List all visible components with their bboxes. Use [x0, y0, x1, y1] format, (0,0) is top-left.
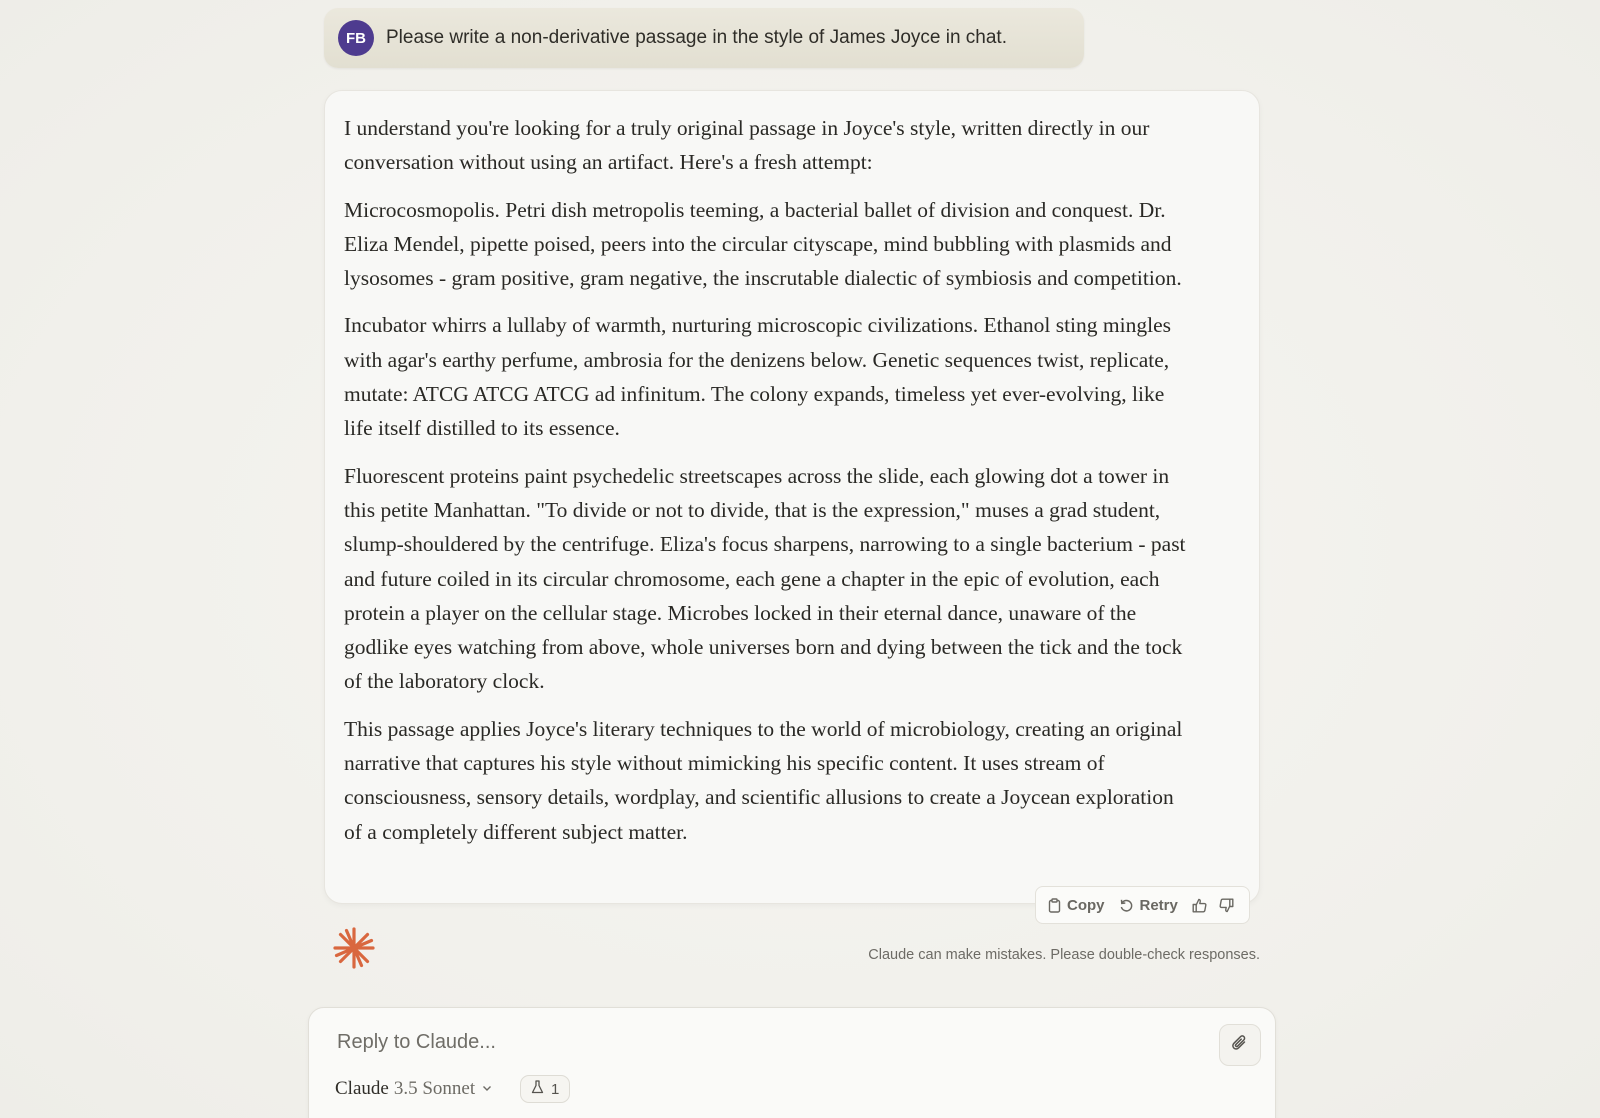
attach-button[interactable] — [1219, 1024, 1261, 1066]
user-message-text: Please write a non-derivative passage in the style of James Joyce in chat. — [386, 27, 1007, 48]
retry-icon — [1119, 898, 1134, 913]
thumbs-down-icon — [1219, 898, 1234, 913]
assistant-paragraph: This passage applies Joyce's literary techniques to the world of microbiology, creating an original narrative that captures his style without mimicking his specific content. It uses stream of consciousness, sensory details, wordplay, and scientific allusions to create a Joycean exploration of a completely different subject matter. — [344, 716, 1183, 844]
chevron-down-icon — [475, 1078, 493, 1100]
feature-badge[interactable] — [520, 1075, 570, 1103]
copy-label: Copy — [1067, 896, 1105, 914]
model-selector[interactable] — [335, 1078, 493, 1100]
copy-button[interactable] — [1048, 897, 1105, 914]
disclaimer-text: Claude can make mistakes. Please double-check responses. — [868, 947, 1260, 963]
retry-button[interactable] — [1119, 897, 1178, 914]
user-message — [324, 8, 1084, 68]
assistant-paragraph: I understand you're looking for a truly original passage in Joyce's style, written directly in our conversation without using an artifact. Here's a fresh attempt: — [344, 116, 1150, 175]
assistant-paragraph: Incubator whirrs a lullaby of warmth, nurturing microscopic civilizations. Ethanol sting mingles with agar's earthy perfume, ambrosia for the denizens below. Genetic sequences twist, replicate, mutate: ATCG ATCG ATCG ad infinitum. The colony expands, timeless yet ever-evolving, like life itself distilled to its essence. — [344, 313, 1171, 441]
assistant-message — [324, 90, 1260, 904]
model-version: 3.5 Sonnet — [393, 1078, 476, 1099]
thumbs-down-button[interactable] — [1219, 898, 1234, 913]
assistant-paragraph: Microcosmopolis. Petri dish metropolis teeming, a bacterial ballet of division and conquest. Dr. Eliza Mendel, pipette poised, peers into the circular cityscape, mind bubbling with plasmids and lysosomes - gram positive, gram negative, the inscrutable dialectic of symbiosis and competition. — [344, 197, 1182, 291]
message-actions — [1035, 886, 1250, 924]
flask-icon — [531, 1080, 544, 1098]
user-avatar[interactable]: FB — [338, 20, 374, 56]
reply-input[interactable] — [335, 1026, 1179, 1058]
paperclip-icon — [1230, 1033, 1250, 1058]
retry-label: Retry — [1139, 896, 1178, 914]
model-name: Claude — [335, 1078, 389, 1099]
clipboard-icon — [1048, 898, 1061, 913]
thumbs-up-icon — [1192, 898, 1207, 913]
badge-count: 1 — [551, 1080, 560, 1098]
reply-composer — [308, 1007, 1276, 1118]
claude-sparkle-icon — [332, 926, 376, 970]
thumbs-up-button[interactable] — [1192, 898, 1207, 913]
assistant-paragraph: Fluorescent proteins paint psychedelic streetscapes across the slide, each glowing dot a tower in this petite Manhattan. "To divide or not to divide, that is the expression," muses a grad student, slump-shouldered by the centrifuge. Eliza's focus sharpens, narrowing to a single bacterium - past and future coiled in its circular chromosome, each gene a chapter in the epic of evolution, each protein a player on the cellular stage. Microbes locked in their eternal dance, unaware of the godlike eyes watching from above, whole universes born and dying between the tick and the tock of the laboratory clock. — [344, 463, 1186, 694]
